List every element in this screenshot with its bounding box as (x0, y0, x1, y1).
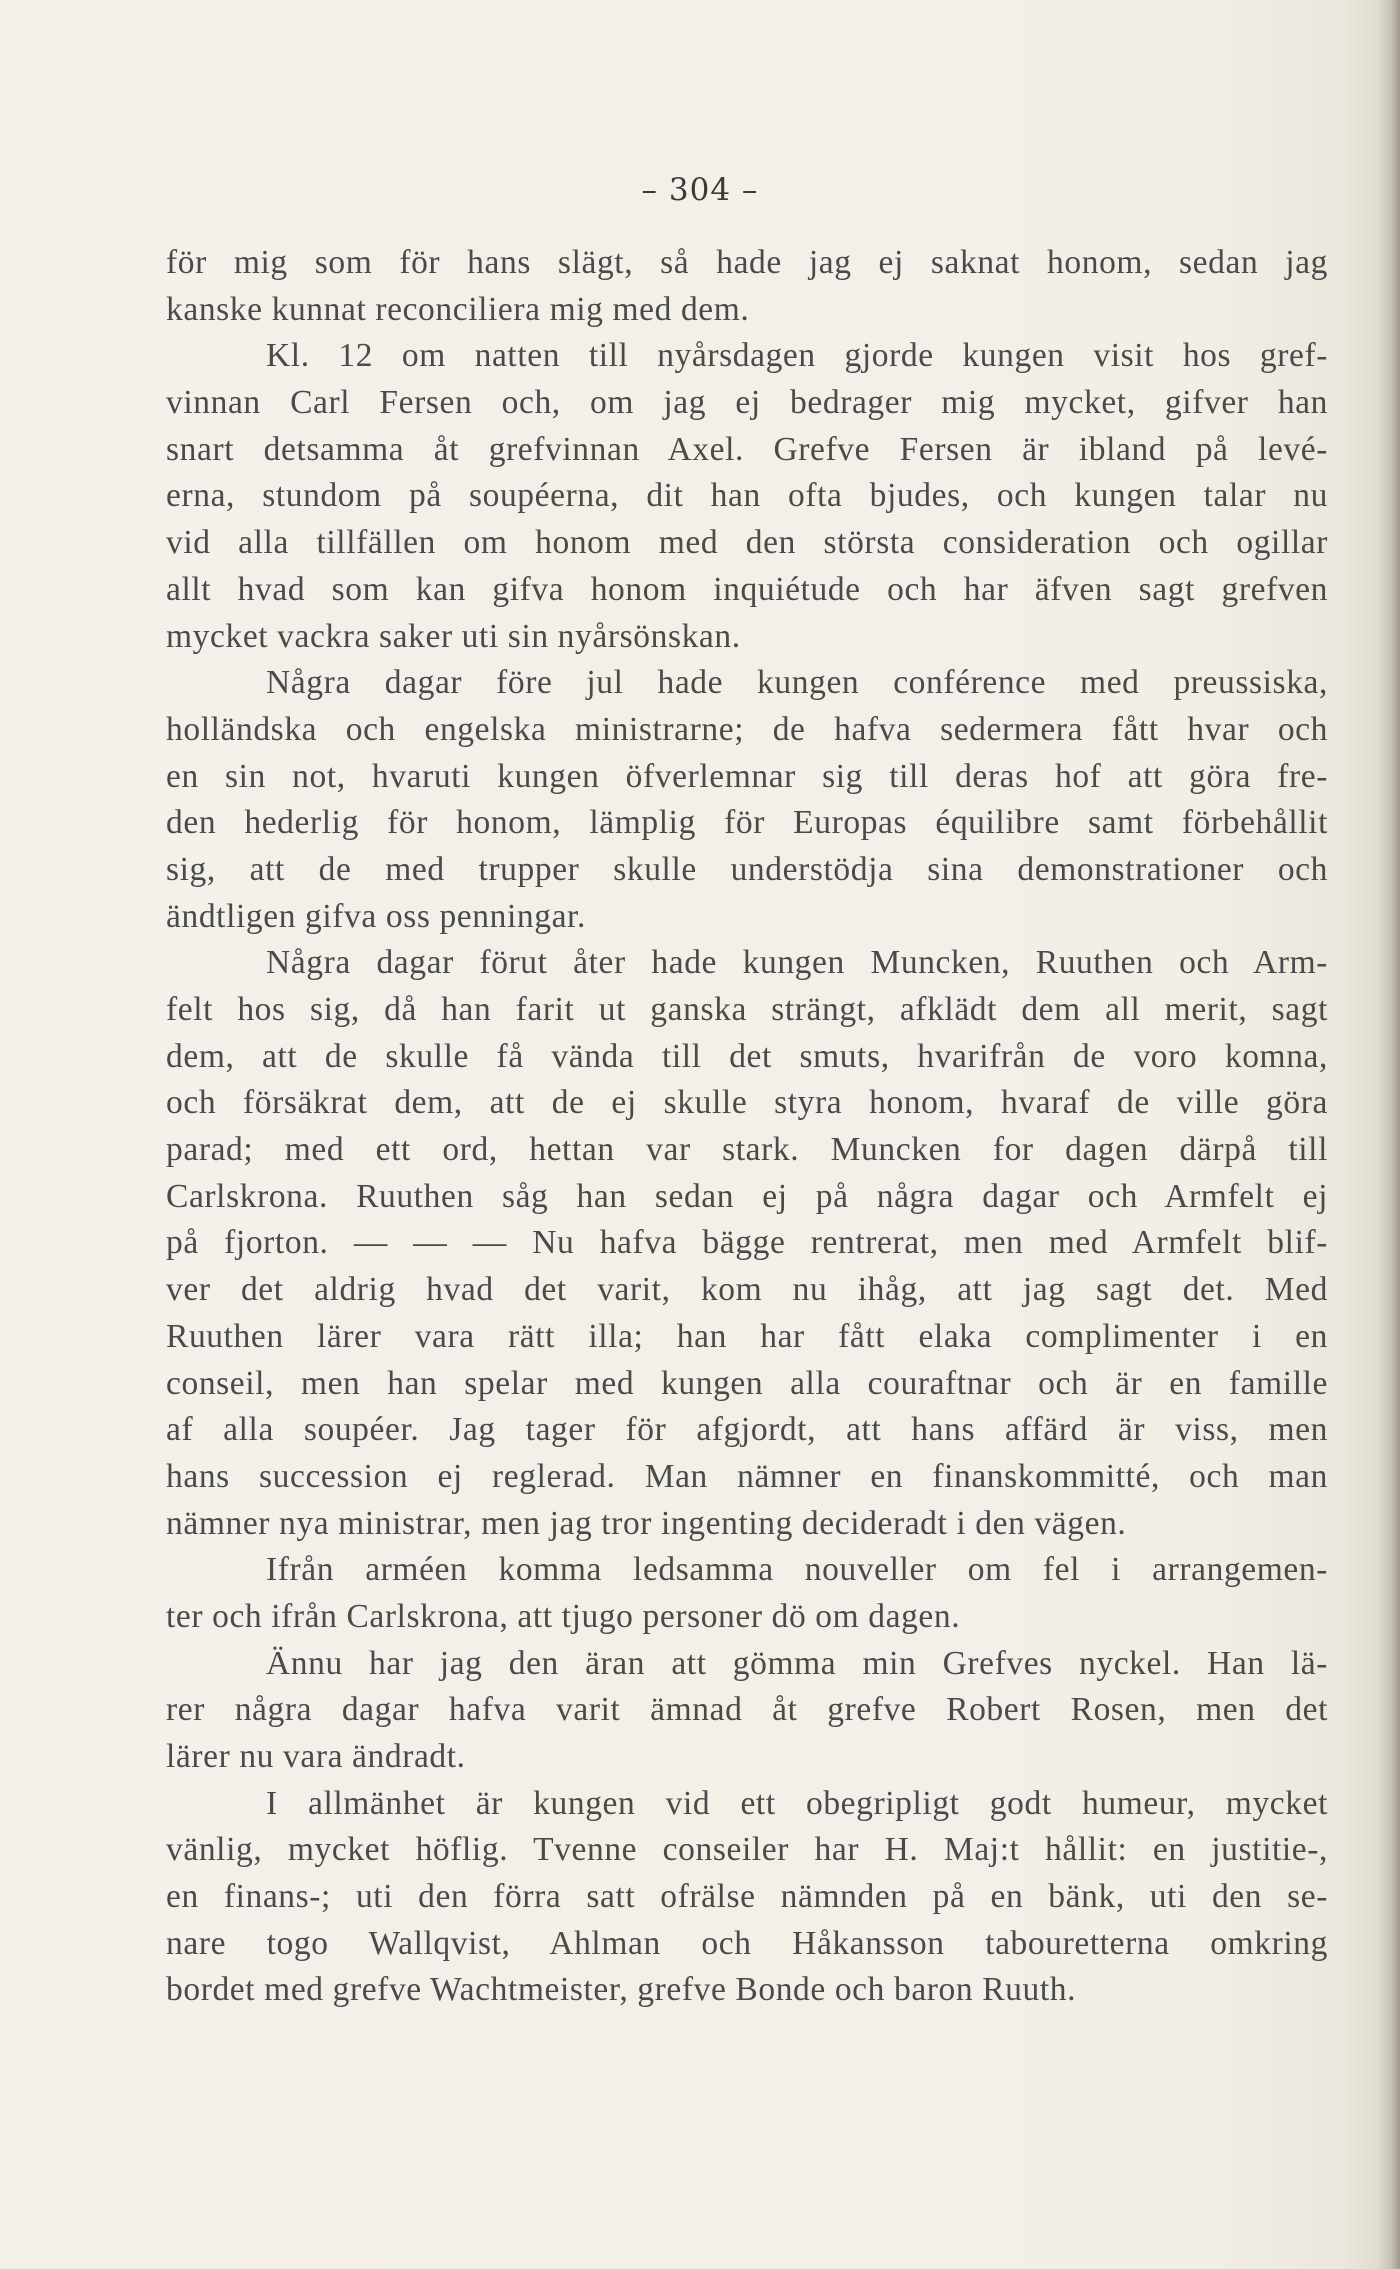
text-line: mycket vackra saker uti sin nyårsönskan. (166, 617, 741, 655)
text-line: ändtligen gifva oss penningar. (166, 897, 586, 935)
text-line: Ruuthen lärer vara rätt illa; han har fått elaka complimenter i en (166, 1317, 1328, 1355)
text-line: för mig som för hans slägt, så hade jag ej saknat honom, sedan jag (166, 244, 1328, 281)
text-line: Några dagar förut åter hade kungen Muncken, Ruuthen och Arm- (266, 944, 1328, 982)
text-line: felt hos sig, då han farit ut ganska strängt, afklädt dem all merit, sagt (166, 991, 1328, 1028)
text-line: vänlig, mycket höflig. Tvenne conseiler har H. Maj:t hållit: en justitie-, (166, 1831, 1328, 1869)
paragraph (166, 1781, 1328, 2014)
paragraph (166, 1547, 1328, 1640)
text-line: ver det aldrig hvad det varit, kom nu ihåg, att jag sagt det. Med (166, 1271, 1328, 1309)
text-line: parad; med ett ord, hettan var stark. Muncken for dagen därpå till (166, 1131, 1328, 1169)
text-line: rer några dagar hafva varit ämnad åt grefve Robert Rosen, men det (166, 1691, 1328, 1729)
text-line: en finans-; uti den förra satt ofrälse nämnden på en bänk, uti den se- (166, 1878, 1328, 1916)
paragraph (166, 660, 1328, 940)
text-line: I allmänhet är kungen vid ett obegripligt godt humeur, mycket (266, 1784, 1328, 1822)
page-number: – 304 – (641, 172, 759, 208)
text-line: allt hvad som kan gifva honom inquiétude och har äfven sagt grefven (166, 570, 1328, 608)
text-line: snart detsamma åt grefvinnan Axel. Grefve Fersen är ibland på levé- (166, 430, 1328, 468)
text-line: holländska och engelska ministrarne; de hafva sedermera fått hvar och (166, 710, 1328, 748)
text-line: Carlskrona. Ruuthen såg han sedan ej på några dagar och Armfelt ej (166, 1177, 1328, 1215)
text-line: conseil, men han spelar med kungen alla couraftnar och är en famille (166, 1364, 1328, 1402)
text-line: och försäkrat dem, att de ej skulle styra honom, hvaraf de ville göra (166, 1084, 1328, 1122)
text-line: nämner nya ministrar, men jag tror ingenting decideradt i den vägen. (166, 1504, 1127, 1542)
text-line: vinnan Carl Fersen och, om jag ej bedrager mig mycket, gifver han (166, 384, 1328, 422)
text-line: lärer nu vara ändradt. (166, 1738, 466, 1775)
text-line: hans succession ej reglerad. Man nämner en finanskommitté, och man (166, 1457, 1328, 1495)
text-line: ter och ifrån Carlskrona, att tjugo personer dö om dagen. (166, 1597, 961, 1635)
text-line: af alla soupéer. Jag tager för afgjordt, att hans affärd är viss, men (166, 1411, 1328, 1449)
text-line: nare togo Wallqvist, Ahlman och Håkansson tabouretterna omkring (166, 1924, 1328, 1962)
paragraph (166, 333, 1328, 660)
paragraph (166, 940, 1328, 1547)
text-line: Några dagar före jul hade kungen conférence med preussiska, (266, 664, 1328, 702)
body-text (166, 240, 1328, 2014)
text-line: dem, att de skulle få vända till det smuts, hvarifrån de voro komna, (166, 1037, 1328, 1075)
text-line: kanske kunnat reconciliera mig med dem. (166, 290, 750, 328)
text-line: vid alla tillfällen om honom med den största consideration och ogillar (166, 524, 1328, 562)
text-line: Ifrån arméen komma ledsamma nouveller om fel i arrangemen- (266, 1551, 1328, 1589)
paragraph (166, 240, 1328, 333)
page-edge-shadow (1378, 0, 1400, 2269)
text-line: erna, stundom på soupéerna, dit han ofta bjudes, och kungen talar nu (166, 477, 1328, 515)
text-line: den hederlig för honom, lämplig för Europas équilibre samt förbehållit (166, 804, 1328, 842)
text-line: bordet med grefve Wachtmeister, grefve Bonde och baron Ruuth. (166, 1971, 1077, 2009)
paragraph (166, 1641, 1328, 1781)
text-line: på fjorton. — — — Nu hafva bägge rentrerat, men med Armfelt blif- (166, 1224, 1328, 1262)
text-line: Ännu har jag den äran att gömma min Grefves nyckel. Han lä- (266, 1644, 1328, 1682)
text-line: sig, att de med trupper skulle understödja sina demonstrationer och (166, 850, 1328, 888)
text-line: en sin not, hvaruti kungen öfverlemnar sig till deras hof att göra fre- (166, 757, 1328, 795)
text-line: Kl. 12 om natten till nyårsdagen gjorde kungen visit hos gref- (266, 337, 1328, 375)
